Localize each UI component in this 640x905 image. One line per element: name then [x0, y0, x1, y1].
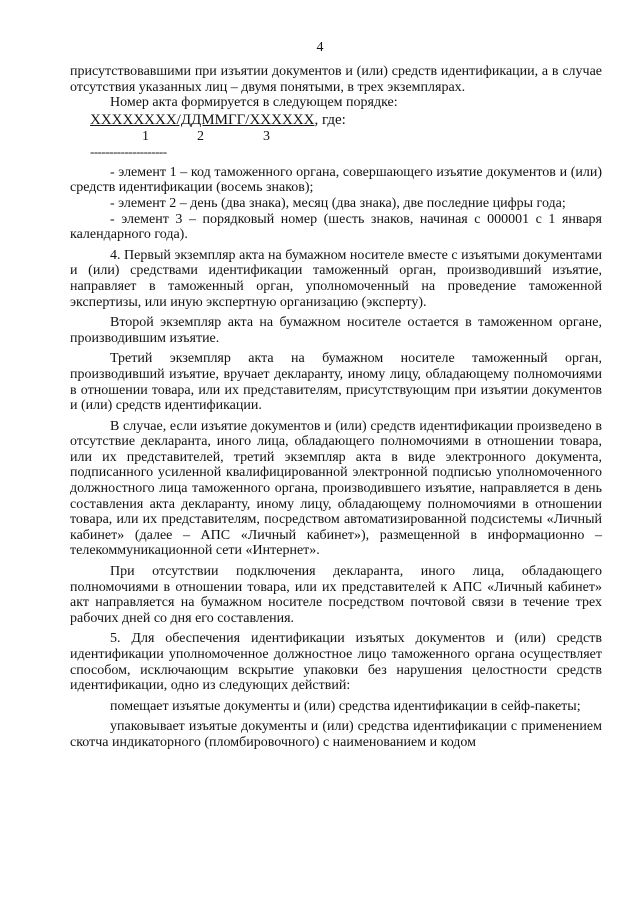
element-index-2: 2 — [197, 128, 204, 144]
element-index-3: 3 — [263, 128, 270, 144]
paragraph-absence: В случае, если изъятие документов и (или) средств идентификации произведено в отсутствие декларанта, иного лица, обладающего полномочиями в отношении товара, или их представителей, третий экземпляр акта в виде электронного документа, подписанного усиленной квалифицированной электронной подписью уполномоченного должностного лица таможенного органа, производившего изъятие, направляется в день составления акта декларанту, иному лицу, обладающему полномочиями в отношении товара, или их представителям, посредством автоматизированной подсистемы «Личный кабинет» (далее – АПС «Личный кабинет»), размещенной в информационно – телекоммуникационной сети «Интернет». — [70, 418, 602, 559]
paragraph-element-3: - элемент 3 – порядковый номер (шесть знаков, начиная с 000001 с 1 января календарного года). — [70, 211, 602, 243]
dash-separator: -------------------- — [90, 143, 167, 159]
paragraph-safe-packets: помещает изъятые документы и (или) средства идентификации в сейф-пакеты; — [110, 698, 581, 714]
paragraph-no-connection: При отсутствии подключения декларанта, иного лица, обладающего полномочиями в отношении товара, или их представителей к АПС «Личный кабинет» акт направляется на бумажном носителе посредством почтовой связи в течение трех рабочих дней со дня его составления. — [70, 564, 602, 626]
paragraph-element-1: - элемент 1 – код таможенного органа, совершающего изъятие документов и (или) средств идентификации (восемь знаков); — [70, 164, 602, 196]
act-number-format — [70, 112, 602, 129]
document-body — [70, 64, 602, 751]
paragraph-4: 4. Первый экземпляр акта на бумажном носителе вместе с изъятыми документами и (или) средствами идентификации таможенный орган, производивший изъятие, направляет в таможенный орган, уполномоченный на проведение таможенной экспертизы, или иную экспертную организацию (эксперту). — [70, 247, 602, 310]
element-indices — [70, 129, 602, 145]
format-suffix: , где: — [314, 111, 346, 128]
paragraph-number-format: Номер акта формируется в следующем порядке: — [110, 95, 398, 111]
paragraph-second-copy: Второй экземпляр акта на бумажном носителе остается в таможенном органе, производившим изъятие. — [70, 315, 602, 346]
paragraph-5: 5. Для обеспечения идентификации изъятых документов и (или) средств идентификации уполномоченное должностное лицо таможенного органа осуществляет способом, исключающим вскрытие упаковки без нарушения целостности средств идентификации, одно из следующих действий: — [70, 631, 602, 694]
format-string: XXXXXXXX/ДДММГГ/XXXXXX — [90, 111, 315, 128]
paragraph-packs: упаковывает изъятые документы и (или) средства идентификации с применением скотча индикаторного (пломбировочного) с наименованием и кодом — [70, 719, 602, 750]
paragraph-third-copy: Третий экземпляр акта на бумажном носителе таможенный орган, производивший изъятие, вручает декларанту, иному лицу, обладающему полномочиями в отношении товара, или их представителям, присутствующим при изъятии документов и (или) средств идентификации. — [70, 351, 602, 414]
page-number: 4 — [316, 40, 324, 55]
paragraph-element-2: - элемент 2 – день (два знака), месяц (два знака), две последние цифры года; — [110, 195, 566, 211]
element-index-1: 1 — [142, 128, 149, 144]
paragraph-intro: присутствовавшими при изъятии документов и (или) средств идентификации, а в случае отсутствия указанных лиц – двумя понятыми, в трех экземплярах. — [70, 64, 602, 95]
